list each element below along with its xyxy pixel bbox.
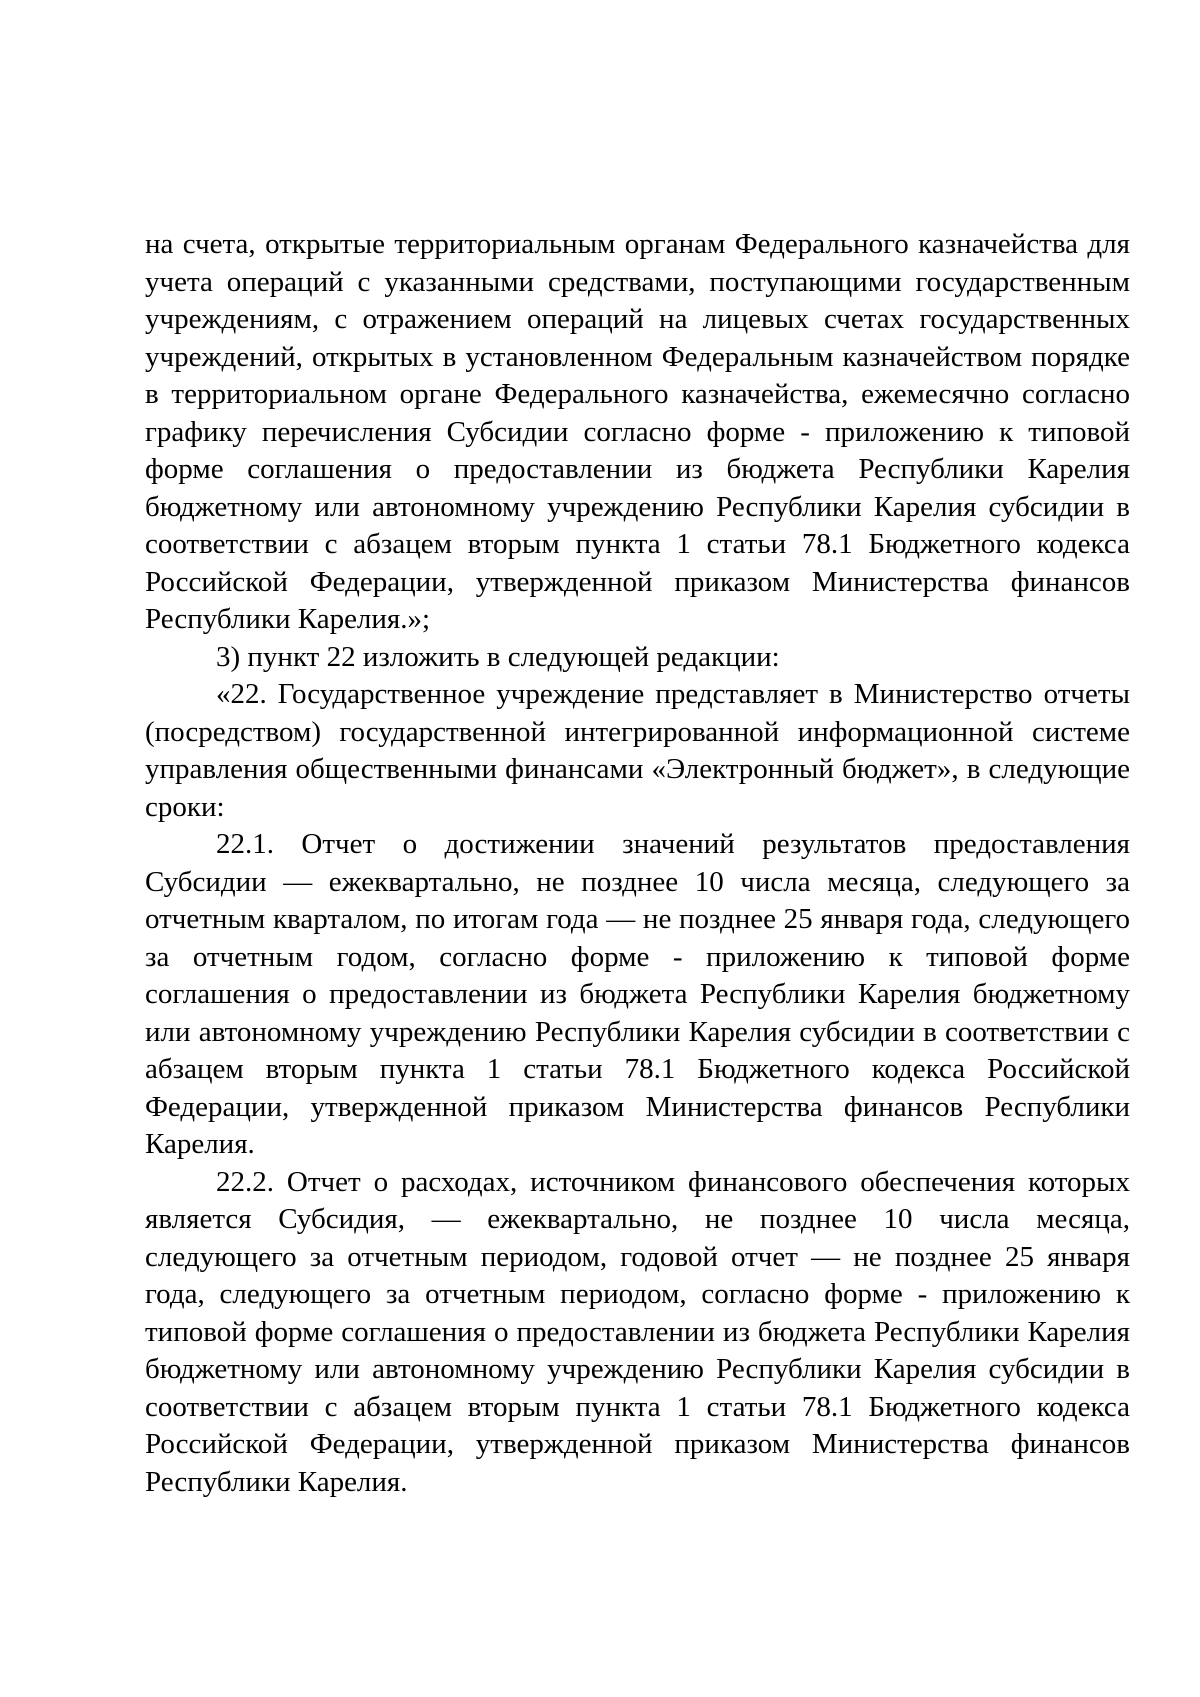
paragraph-point-22: «22. Государственное учреждение представляет в Министерство отчеты (посредством) государственной интегрированной информационной системе управления общественными финансами «Электронный бюджет», в следующие сроки:	[145, 678, 1130, 823]
paragraph-item-3: 3) пункт 22 изложить в следующей редакции:	[216, 640, 780, 673]
paragraph-point-22-1: 22.1. Отчет о достижении значений результатов предоставления Субсидии — ежеквартально, не позднее 10 числа месяца, следующего за отчетным кварталом, по итогам года — не позднее 25 января года, следующего за отчетным годом, согласно форме - приложению к типовой форме соглашения о предоставлении из бюджета Республики Карелия бюджетному или автономному учреждению Республики Карелия субсидии в соответствии с абзацем вторым пункта 1 статьи 78.1 Бюджетного кодекса Российской Федерации, утвержденной приказом Министерства финансов Республики Карелия.	[145, 828, 1130, 1160]
paragraph-continuation: на счета, открытые территориальным органам Федерального казначейства для учета операций с указанными средствами, поступающими государственным учреждениям, с отражением операций на лицевых счетах государственных учреждений, открытых в установленном Федеральным казначейством порядке в территориальном органе Федерального казначейства, ежемесячно согласно графику перечисления Субсидии согласно форме - приложению к типовой форме соглашения о предоставлении из бюджета Республики Карелия бюджетному или автономному учреждению Республики Карелия субсидии в соответствии с абзацем вторым пункта 1 статьи 78.1 Бюджетного кодекса Российской Федерации, утвержденной приказом Министерства финансов Республики Карелия.»;	[145, 228, 1130, 635]
document-body	[145, 226, 1130, 1501]
paragraph-point-22-2: 22.2. Отчет о расходах, источником финансового обеспечения которых является Субсидия, — ежеквартально, не позднее 10 числа месяца, следующего за отчетным периодом, годовой отчет — не позднее 25 января года, следующего за отчетным периодом, согласно форме - приложению к типовой форме соглашения о предоставлении из бюджета Республики Карелия бюджетному или автономному учреждению Республики Карелия субсидии в соответствии с абзацем вторым пункта 1 статьи 78.1 Бюджетного кодекса Российской Федерации, утвержденной приказом Министерства финансов Республики Карелия.	[145, 1165, 1130, 1498]
